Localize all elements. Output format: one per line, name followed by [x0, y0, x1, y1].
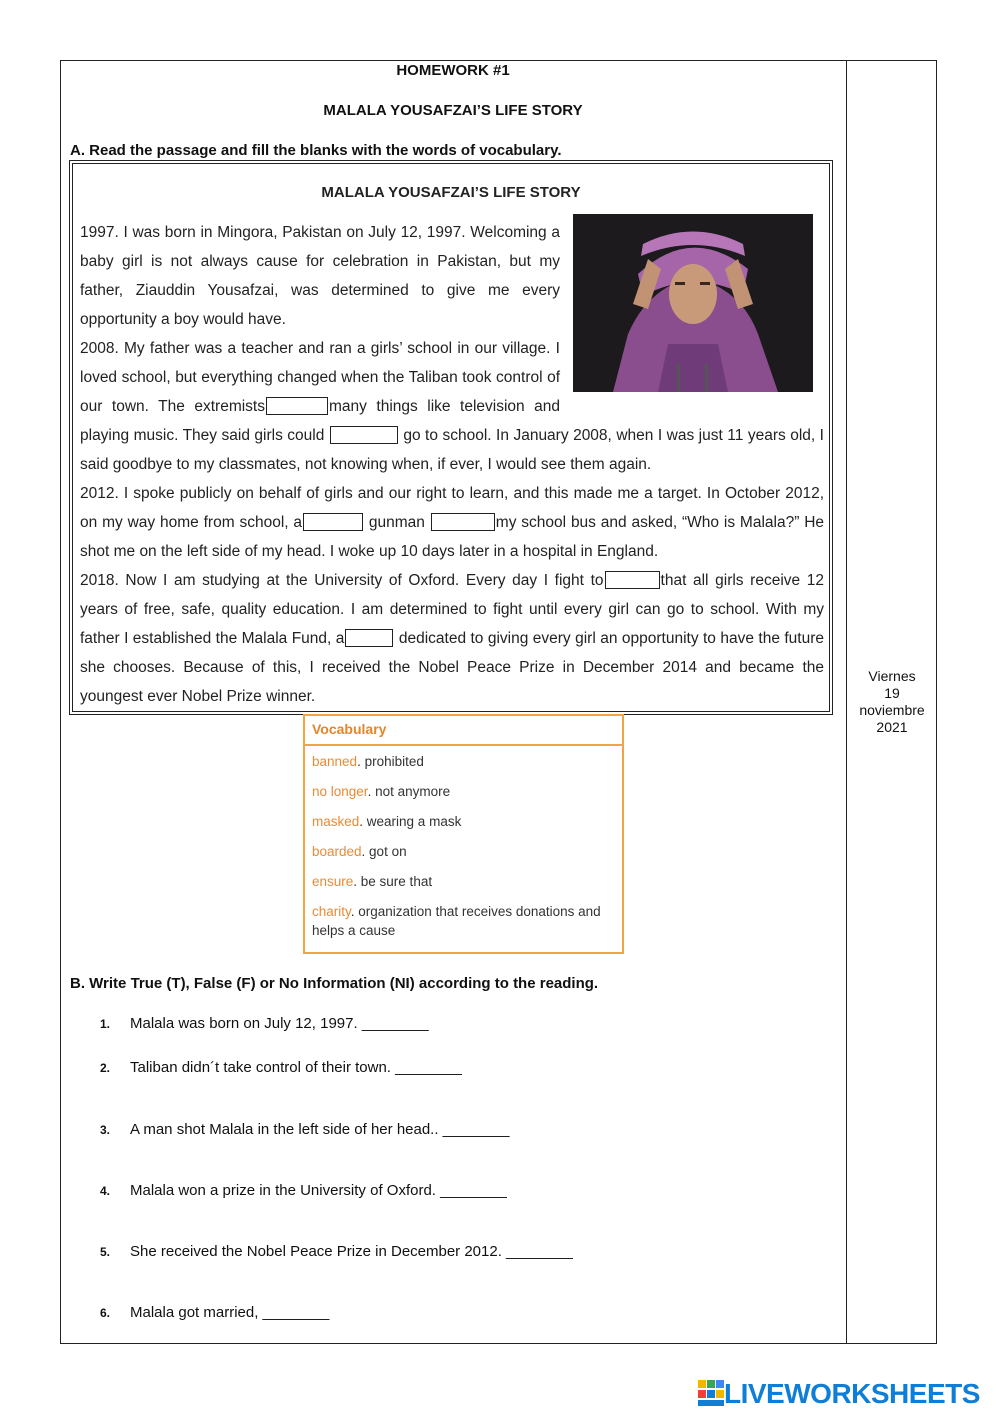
vocab-item: [312, 842, 615, 861]
paragraph-2018-part-1: 2018. Now I am studying at the University of Oxford. Every day I fight to: [80, 572, 604, 589]
paragraph-2012-part-1: 2012. I spoke publicly on behalf of girls and our right to learn, and this made me a target. In October 2012, on my way home from school, a: [80, 485, 824, 531]
question-item: [100, 1243, 573, 1260]
story-title: MALALA YOUSAFZAI’S LIFE STORY: [323, 102, 583, 119]
margin-divider: [846, 60, 847, 1344]
logo-text: LIVEWORKSHEETS: [724, 1378, 980, 1409]
date-day: Viernes: [868, 668, 916, 684]
vocab-term: no longer: [312, 784, 368, 799]
paragraph-2018-part-2: that all girls receive 12 years of free, safe, quality education. I am determined to fight until every girl can go to school. With my father I established the Malala Fund, a: [80, 572, 824, 647]
vocab-item: [312, 872, 615, 891]
blank-input-6[interactable]: [345, 629, 393, 647]
vocab-term: masked: [312, 814, 360, 829]
vocab-term: boarded: [312, 844, 362, 859]
vocab-item: [312, 782, 615, 801]
question-item: [100, 1304, 329, 1321]
vocabulary-list: [305, 746, 622, 940]
paragraph-2008-part-3: go to school. In January 2008, when I was just 11 years old, I said goodbye to my classmates, not knowing when, if ever, I would see them again.: [80, 427, 824, 473]
question-number: 6.: [100, 1306, 111, 1320]
vocab-term: ensure: [312, 874, 354, 889]
date-year: 2021: [876, 719, 908, 735]
question-text[interactable]: Malala won a prize in the University of Oxford. ________: [130, 1182, 507, 1199]
blank-input-4[interactable]: [431, 513, 495, 531]
question-text[interactable]: Malala was born on July 12, 1997. ________: [130, 1015, 429, 1032]
paragraph-1997: 1997. I was born in Mingora, Pakistan on July 12, 1997. Welcoming a baby girl is not always cause for celebration in Pakistan, but my father, Ziauddin Yousafzai, was determined to give me every opportunity a boy would have.: [80, 224, 560, 328]
blank-input-1[interactable]: [266, 397, 328, 415]
vocab-item: [312, 902, 615, 940]
section-b-instructions: B. Write True (T), False (F) or No Information (NI) according to the reading.: [70, 975, 599, 992]
question-item: [100, 1182, 507, 1199]
vocab-item: [312, 812, 615, 831]
vocab-item: [312, 752, 615, 771]
section-a-instructions: A. Read the passage and fill the blanks with the words of vocabulary.: [70, 142, 562, 159]
question-number: 2.: [100, 1061, 111, 1075]
vocabulary-box: [303, 714, 624, 954]
paragraph-2018: [80, 566, 824, 711]
paragraph-2012: [80, 479, 824, 566]
liveworksheets-logo[interactable]: [698, 1378, 980, 1410]
question-item: [100, 1059, 462, 1076]
vocab-term: banned: [312, 754, 358, 769]
question-text[interactable]: She received the Nobel Peace Prize in December 2012. ________: [130, 1243, 573, 1260]
paragraph-2018-part-3: dedicated to giving every girl an opportunity to have the future she chooses. Because of this, I received the Nobel Peace Prize in December 2014 and became the youngest ever Nobel Prize winner.: [80, 630, 825, 705]
malala-photo-illustration: [573, 214, 813, 392]
vocab-definition: . got on: [361, 844, 407, 859]
vocab-definition: . not anymore: [367, 784, 451, 799]
question-number: 1.: [100, 1017, 111, 1031]
vocab-term: charity: [312, 904, 351, 919]
date-month: noviembre: [859, 702, 925, 718]
vocab-definition: . prohibited: [357, 754, 424, 769]
question-text[interactable]: Malala got married, ________: [130, 1304, 330, 1321]
paragraph-2008-part-2: many things like television and playing music. They said girls could: [80, 398, 560, 444]
question-item: [100, 1121, 509, 1138]
blank-input-2[interactable]: [330, 426, 398, 444]
blank-input-5[interactable]: [605, 571, 660, 589]
question-text[interactable]: Taliban didn´t take control of their town. ________: [130, 1059, 462, 1076]
paragraph-2012-part-2: gunman: [368, 514, 425, 531]
date-column: [848, 668, 936, 736]
vocab-definition: . wearing a mask: [359, 814, 462, 829]
malala-photo: [573, 214, 813, 392]
vocab-definition: . be sure that: [353, 874, 433, 889]
question-number: 4.: [100, 1184, 111, 1198]
homework-title: HOMEWORK #1: [396, 62, 510, 79]
vocab-definition: . organization that receives donations and helps a cause: [312, 904, 601, 938]
question-number: 5.: [100, 1245, 111, 1259]
paragraph-2012-part-3: my school bus and asked, “Who is Malala?” He shot me on the left side of my head. I woke up 10 days later in a hospital in England.: [80, 514, 825, 560]
passage-title: MALALA YOUSAFZAI’S LIFE STORY: [321, 184, 581, 201]
paragraph-2008-part-1: 2008. My father was a teacher and ran a girls’ school in our village. I loved school, but everything changed when the Taliban took control of our town. The extremists: [80, 340, 560, 415]
logo-mark-icon: [698, 1380, 724, 1408]
question-text[interactable]: A man shot Malala in the left side of her head.. ________: [130, 1121, 510, 1138]
question-item: [100, 1015, 429, 1032]
blank-input-3[interactable]: [303, 513, 363, 531]
date-number: 19: [884, 685, 900, 701]
question-number: 3.: [100, 1123, 111, 1137]
vocabulary-heading: Vocabulary: [305, 716, 622, 746]
